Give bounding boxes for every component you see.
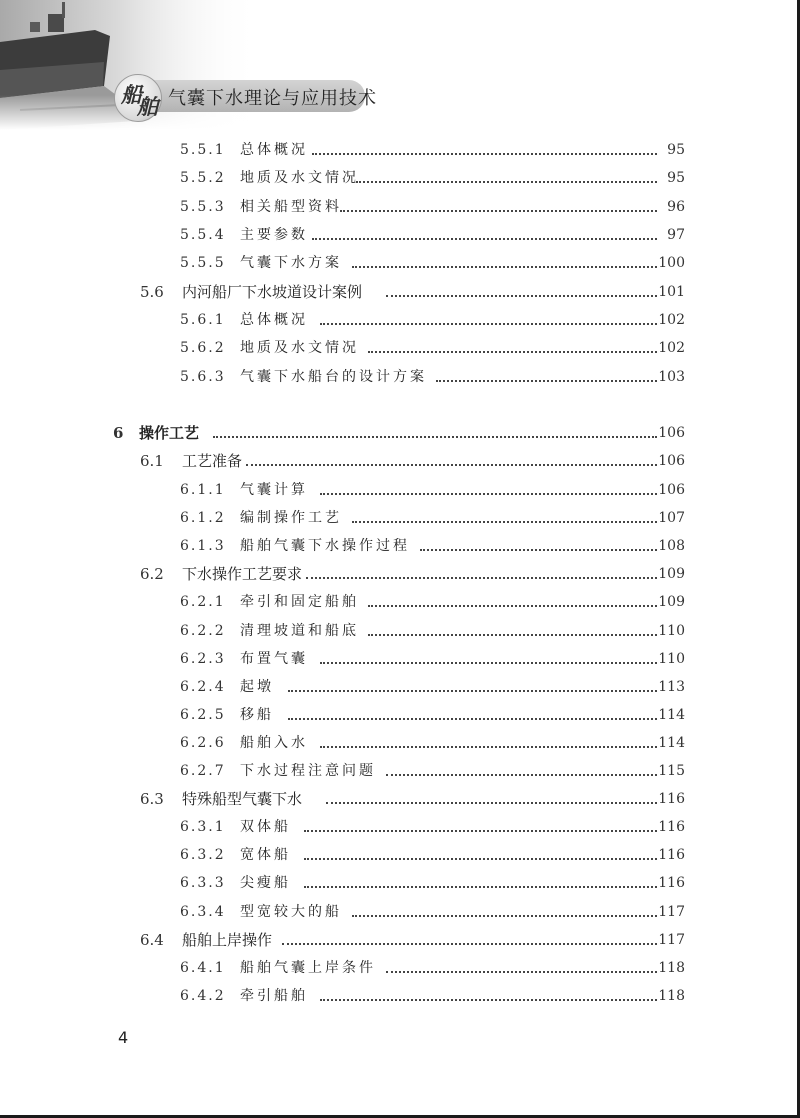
toc-entry[interactable]	[180, 534, 685, 558]
toc-number: 5.5.1	[180, 142, 226, 158]
toc-page: 110	[658, 651, 685, 667]
toc-page: 110	[658, 623, 685, 639]
toc-title: 船舶气囊下水操作过程	[240, 538, 410, 554]
toc-page: 106	[658, 453, 685, 469]
dot-leader	[213, 436, 657, 438]
toc-title: 气囊下水船台的设计方案	[240, 369, 427, 385]
toc-title: 船舶入水	[240, 735, 308, 751]
toc-entry[interactable]	[180, 871, 685, 895]
dot-leader	[352, 521, 657, 523]
toc-number: 6.3.1	[180, 819, 226, 835]
toc-number: 5.5.5	[180, 255, 226, 271]
dot-leader	[340, 210, 657, 212]
dot-leader	[420, 549, 657, 551]
toc-entry[interactable]	[140, 928, 685, 952]
toc-title: 地质及水文情况	[240, 340, 359, 356]
dot-leader	[320, 746, 657, 748]
toc-title: 宽体船	[240, 847, 291, 863]
toc-entry[interactable]	[180, 731, 685, 755]
toc-number: 6.4	[140, 931, 164, 949]
logo-char: 船	[121, 82, 142, 107]
toc-number: 6.2.1	[180, 594, 226, 610]
toc-page: 114	[658, 735, 685, 751]
toc-title: 起墩	[240, 679, 274, 695]
toc-number: 5.6.1	[180, 312, 226, 328]
toc-number: 6.4.2	[180, 988, 226, 1004]
dot-leader	[356, 181, 657, 183]
toc-page: 107	[658, 510, 685, 526]
logo-char: 舶	[137, 94, 158, 119]
toc-entry[interactable]	[180, 195, 685, 219]
toc-number: 6.4.1	[180, 960, 226, 976]
toc-number: 6.3.3	[180, 875, 226, 891]
dot-leader	[436, 380, 657, 382]
toc-entry[interactable]	[180, 336, 685, 360]
toc-number: 5.5.3	[180, 199, 226, 215]
toc-title: 主要参数	[240, 227, 308, 243]
dot-leader	[326, 802, 657, 804]
toc-number: 5.6	[140, 283, 164, 301]
toc-page: 95	[667, 142, 685, 158]
toc-title: 气囊下水方案	[240, 255, 342, 271]
dot-leader	[320, 999, 657, 1001]
toc-number: 6.1	[140, 452, 164, 470]
toc-entry[interactable]	[180, 843, 685, 867]
dot-leader	[304, 858, 657, 860]
dot-leader	[288, 690, 657, 692]
toc-title: 工艺准备	[182, 452, 243, 470]
toc-chapter-entry[interactable]	[113, 421, 685, 445]
toc-number: 5.5.2	[180, 170, 226, 186]
toc-number: 6.2.4	[180, 679, 226, 695]
toc-page: 106	[658, 482, 685, 498]
dot-leader	[386, 971, 657, 973]
toc-page: 109	[658, 594, 685, 610]
toc-number: 6.3	[140, 790, 164, 808]
toc-number: 6.3.2	[180, 847, 226, 863]
toc-entry[interactable]	[140, 449, 685, 473]
toc-title: 下水操作工艺要求	[182, 565, 303, 583]
toc-entry[interactable]	[180, 815, 685, 839]
toc-title: 气囊计算	[240, 482, 308, 498]
toc-title: 移船	[240, 707, 274, 723]
toc-title: 双体船	[240, 819, 291, 835]
toc-entry[interactable]	[180, 308, 685, 332]
toc-title: 总体概况	[240, 142, 308, 158]
toc-page: 116	[658, 847, 685, 863]
toc-title: 编制操作工艺	[240, 510, 342, 526]
toc-page: 97	[667, 227, 685, 243]
toc-number: 5.6.3	[180, 369, 226, 385]
toc-title: 船舶气囊上岸条件	[240, 960, 376, 976]
toc-entry[interactable]	[180, 138, 685, 162]
dot-leader	[282, 943, 657, 945]
toc-page: 116	[658, 819, 685, 835]
toc-title: 下水过程注意问题	[240, 763, 376, 779]
toc-number: 6.2.3	[180, 651, 226, 667]
dot-leader	[320, 493, 657, 495]
toc-page: 108	[658, 538, 685, 554]
toc-page: 102	[658, 312, 685, 328]
dot-leader	[320, 662, 657, 664]
toc-page: 115	[658, 763, 685, 779]
toc-page: 117	[658, 932, 685, 948]
toc-entry[interactable]	[180, 365, 685, 389]
toc-title: 操作工艺	[139, 424, 200, 442]
toc-entry[interactable]	[140, 562, 685, 586]
toc-entry[interactable]	[180, 647, 685, 671]
toc-number: 6.3.4	[180, 904, 226, 920]
toc-page: 95	[667, 170, 685, 186]
toc-title: 牵引船舶	[240, 988, 308, 1004]
toc-title: 相关船型资料	[240, 199, 342, 215]
toc-number: 6.1.3	[180, 538, 226, 554]
toc-title: 船舶上岸操作	[182, 931, 273, 949]
toc-number: 6.2.7	[180, 763, 226, 779]
dot-leader	[386, 295, 657, 297]
toc-entry[interactable]	[180, 956, 685, 980]
toc-number: 6.2.2	[180, 623, 226, 639]
dot-leader	[352, 266, 657, 268]
toc-entry[interactable]	[180, 166, 685, 190]
dot-leader	[304, 830, 657, 832]
toc-number: 6.2.5	[180, 707, 226, 723]
dot-leader	[246, 464, 657, 466]
toc-page: 114	[658, 707, 685, 723]
dot-leader	[368, 605, 657, 607]
toc-entry[interactable]	[180, 619, 685, 643]
dot-leader	[368, 634, 657, 636]
toc-number: 6.2	[140, 565, 164, 583]
dot-leader	[288, 718, 657, 720]
toc-page: 116	[658, 875, 685, 891]
toc-number: 5.5.4	[180, 227, 226, 243]
toc-entry[interactable]	[180, 984, 685, 1008]
dot-leader	[304, 886, 657, 888]
toc-page: 100	[658, 255, 685, 271]
toc-entry[interactable]	[180, 900, 685, 924]
book-title: 气囊下水理论与应用技术	[168, 88, 377, 109]
toc-title: 特殊船型气囊下水	[182, 790, 303, 808]
toc-entry[interactable]	[140, 280, 685, 304]
dot-leader	[306, 577, 657, 579]
toc-title: 清理坡道和船底	[240, 623, 359, 639]
toc-page: 109	[658, 566, 685, 582]
toc-page: 116	[658, 791, 685, 807]
toc-number: 6	[113, 424, 124, 442]
toc-number: 6.1.1	[180, 482, 226, 498]
toc-page: 113	[658, 679, 685, 695]
toc-title: 内河船厂下水坡道设计案例	[182, 283, 363, 301]
toc-entry[interactable]	[180, 478, 685, 502]
toc-page: 118	[658, 960, 685, 976]
toc-page: 101	[658, 284, 685, 300]
dot-leader	[312, 153, 657, 155]
toc-entry[interactable]	[140, 787, 685, 811]
toc-page: 117	[658, 904, 685, 920]
toc-entry[interactable]	[180, 223, 685, 247]
toc-number: 6.1.2	[180, 510, 226, 526]
toc-title: 牵引和固定船舶	[240, 594, 359, 610]
toc-entry[interactable]	[180, 251, 685, 275]
toc-entry[interactable]	[180, 759, 685, 783]
toc-page: 102	[658, 340, 685, 356]
dot-leader	[320, 323, 657, 325]
toc-page: 118	[658, 988, 685, 1004]
toc-number: 5.6.2	[180, 340, 226, 356]
toc-page: 106	[658, 425, 685, 441]
dot-leader	[386, 774, 657, 776]
toc-title: 型宽较大的船	[240, 904, 342, 920]
dot-leader	[352, 915, 657, 917]
toc-page: 103	[658, 369, 685, 385]
page-number: 4	[118, 1028, 129, 1047]
toc-title: 尖瘦船	[240, 875, 291, 891]
toc-title: 总体概况	[240, 312, 308, 328]
toc-entry[interactable]	[180, 506, 685, 530]
toc-number: 6.2.6	[180, 735, 226, 751]
toc-title: 布置气囊	[240, 651, 308, 667]
toc-entry[interactable]	[180, 703, 685, 727]
toc-entry[interactable]	[180, 675, 685, 699]
toc-entry[interactable]	[180, 590, 685, 614]
toc-page: 96	[667, 199, 685, 215]
dot-leader	[312, 238, 657, 240]
dot-leader	[368, 351, 657, 353]
toc-title: 地质及水文情况	[240, 170, 359, 186]
